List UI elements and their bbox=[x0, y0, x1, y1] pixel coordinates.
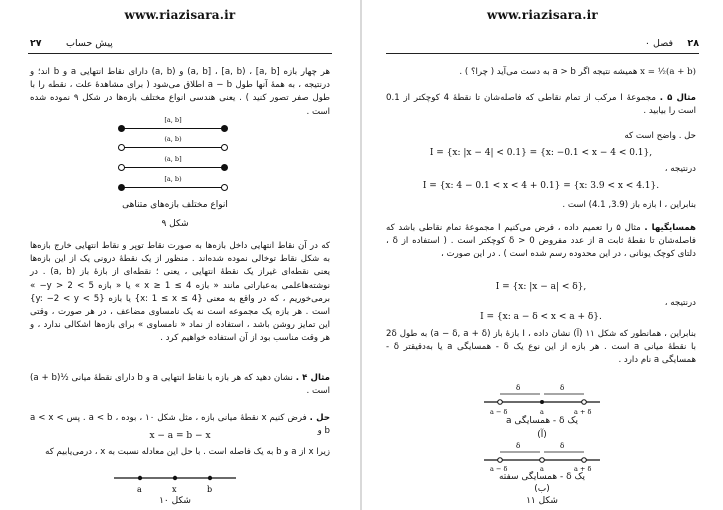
top-text: همیشه نتیجه اگر a > b به دست می‌آید ( چرا؟ ) . bbox=[459, 67, 638, 77]
open-endpoint bbox=[498, 400, 503, 405]
open-endpoint bbox=[221, 144, 228, 151]
neighborhoods-final: بنابراین ، همانطور که شکل ۱۱ (آ) نشان داده ، I بازهٔ باز (a − δ, a + δ) به طول 2δ با نقطهٔ میانی a است . هر بازه از این نوع یک δ - همسایگی a یا به‌دقیقتر δ - همسایگی a نام دارد . bbox=[386, 329, 697, 366]
left-body-paragraph: که در آن نقاط انتهایی داخل بازه‌ها به صورت نقاط توپر و نقاط انتهایی خارج بازه‌ها به شکل نقاط توخالی نموده شده‌اند . منظور از یک نقطهٔ درونی یک از این بازه‌ها یعنی نقطه‌ای غیراز یک نقطهٔ انتهایی ، یعنی ؛ نقطه‌ای از بازهٔ باز (a, b) . در نوشته‌هاعلمی به‌عباراتی مانند « بازه 4 ≥ x ≥ 1 » یا « بازه 5 > y > 2− » برمی‌خوریم ، که در واقع به معنی {x: 1 ≤ x ≤ 4} یا بازه {y: −2 < y < 5} است . هر بازه یک مجموعه است نه یک نامساوی مضاعف ، در هر صورت ، وقتی این تمایز روشن باشد ، استفاده از نماد « نامساوی » برای بازه‌ها اشکالی ندارد ، و هر وقت مناسب بود از آن استفاده خواهیم کرد . bbox=[30, 241, 331, 344]
equation-4: I = {x: a − δ < x < a + δ}. bbox=[480, 312, 602, 322]
interval-line bbox=[122, 187, 224, 188]
delta-label: δ bbox=[560, 384, 565, 392]
axis-label-b: b bbox=[207, 485, 213, 494]
right-running-header bbox=[392, 38, 699, 52]
figure-9-label: شکل ۹ bbox=[161, 219, 189, 229]
interval-line bbox=[122, 147, 224, 148]
solution-text: فرض کنیم x نقطهٔ میانی بازه ، مثل شکل ۱۰ ، بوده ، a < b . پس a < x < b و bbox=[30, 413, 330, 437]
interval-line bbox=[122, 167, 224, 168]
interval-line bbox=[122, 128, 224, 129]
closed-endpoint bbox=[118, 184, 125, 191]
tick-a: a bbox=[540, 408, 544, 416]
left-intro-paragraph: هر چهار بازه [a, b] ، (a, b] ، [a, b) و (a, b) دارای نقاط انتهایی a و b اند؛ و درنتیجه ، به همهٔ آنها طول a − b اطلاق می‌شود ( برای مشاهدهٔ علت ، نقطه را با طول صفر تصور کنید ) . یعنی هندسی انواع مختلف بازه‌ها در شکل ۹ نموده شده است . bbox=[30, 67, 330, 117]
right-top-line bbox=[386, 66, 696, 79]
interval-half-right-label: [a, b) bbox=[164, 175, 182, 183]
example-4 bbox=[30, 372, 330, 398]
right-header-rule bbox=[386, 53, 699, 54]
point-a bbox=[138, 476, 142, 480]
figure-11a bbox=[482, 382, 602, 418]
point-x bbox=[173, 476, 177, 480]
figure-9-caption: انواع مختلف بازه‌های متناهی bbox=[122, 200, 228, 210]
tick-a-minus-delta: a − δ bbox=[490, 465, 508, 473]
left-page bbox=[0, 0, 360, 510]
open-endpoint bbox=[118, 144, 125, 151]
example-5 bbox=[386, 92, 696, 118]
top-formula: x = ½(a + b) bbox=[640, 67, 696, 77]
right-page bbox=[362, 0, 723, 510]
closed-endpoint bbox=[221, 125, 228, 132]
closed-endpoint bbox=[221, 164, 228, 171]
example-5-title: مثال ۵ . bbox=[659, 93, 696, 103]
figure-11b-caption: یک δ - همسایگی سفته bbox=[498, 472, 586, 482]
delta-label: δ bbox=[516, 384, 521, 392]
example-5-text: مجموعهٔ I مرکب از تمام نقاطی که فاصله‌شان تا نقطهٔ 4 کوچکتر از 0.1 است را بیابید . bbox=[386, 93, 696, 117]
equation-midpoint: x − a = b − x bbox=[149, 431, 211, 441]
interval-closed-label: [a, b] bbox=[164, 116, 182, 124]
figure-11-label: شکل ۱۱ bbox=[526, 496, 558, 506]
tick-a-minus-delta: a − δ bbox=[490, 408, 508, 416]
interval-open-label: (a, b) bbox=[164, 135, 182, 143]
open-endpoint bbox=[582, 458, 587, 463]
left-header-rule bbox=[28, 53, 332, 54]
example-5-solution: حل . واضح است که bbox=[624, 131, 696, 141]
open-endpoint bbox=[118, 164, 125, 171]
figure-10-axis bbox=[110, 470, 240, 496]
tick-a: a bbox=[540, 465, 544, 473]
example-4-text: نشان دهید که هر بازه با نقاط انتهایی a و b دارای نقطهٔ میانی ½(a + b) است . bbox=[30, 373, 330, 397]
axis-label-a: a bbox=[137, 485, 142, 494]
site-header-left: www.riazisara.ir bbox=[124, 8, 236, 22]
left-running-title: پیش حساب bbox=[66, 38, 113, 49]
interval-half-open-right bbox=[118, 175, 228, 198]
tick-a-plus-delta: a + δ bbox=[574, 408, 592, 416]
left-page-number: ۲۷ bbox=[30, 38, 42, 49]
equation-1: I = {x: |x − 4| < 0.1} = {x: −0.1 < x − 4 < 0.1}, bbox=[429, 148, 653, 158]
figure-10-label: شکل ۱۰ bbox=[159, 496, 191, 506]
neighborhoods-text: مثال ۵ را تعمیم داده ، فرض می‌کنیم I مجموعهٔ تمام نقاطی باشد که فاصله‌شان تا نقطهٔ ثابت a از عدد مفروض δ > 0 کوچکتر است . ( استفاده از δ ، دلتای کوچک یونانی ، در این محدوده رسم شده است ) . در این صورت ، bbox=[386, 223, 697, 260]
figure-11a-caption: یک δ - همسایگی a bbox=[506, 416, 578, 426]
delta-label: δ bbox=[560, 442, 565, 450]
center-point bbox=[540, 400, 544, 404]
interval-half-left-label: (a, b] bbox=[164, 155, 182, 163]
tick-a-plus-delta: a + δ bbox=[574, 465, 592, 473]
open-endpoint bbox=[221, 184, 228, 191]
point-b bbox=[208, 476, 212, 480]
equation-3: I = {x: |x − a| < δ}, bbox=[495, 282, 587, 292]
example-5-conclusion: بنابراین ، I بازه باز (3.9, 4.1) است . bbox=[562, 200, 696, 210]
right-running-title: فصل ۰ bbox=[644, 38, 673, 49]
closing-text: زیرا x از a و b به یک فاصله است . با حل این معادله نسبت به x ، درمی‌یابیم که bbox=[45, 447, 330, 457]
neighborhoods-title: همسایگیها . bbox=[644, 223, 696, 233]
right-page-number: ۲۸ bbox=[687, 38, 699, 49]
solution-label: حل . bbox=[309, 413, 331, 423]
open-endpoint bbox=[498, 458, 503, 463]
equation-2: I = {x: 4 − 0.1 < x < 4 + 0.1} = {x: 3.9 < x < 4.1}. bbox=[422, 181, 660, 191]
neighborhoods-section bbox=[386, 222, 696, 262]
therefore-2: درنتیجه ، bbox=[664, 298, 696, 308]
open-endpoint bbox=[582, 400, 587, 405]
figure-11b-label: (ب) bbox=[534, 484, 550, 494]
figure-11b bbox=[482, 440, 602, 474]
therefore-1: درنتیجه ، bbox=[664, 164, 696, 174]
punctured-center bbox=[540, 458, 545, 463]
closed-endpoint bbox=[118, 125, 125, 132]
left-running-header bbox=[30, 38, 330, 52]
figure-11a-label: (آ) bbox=[537, 430, 547, 440]
site-header-right: www.riazisara.ir bbox=[487, 8, 598, 22]
delta-label: δ bbox=[516, 442, 521, 450]
example-4-title: مثال ۴ . bbox=[295, 373, 330, 383]
axis-label-x: x bbox=[172, 485, 177, 494]
